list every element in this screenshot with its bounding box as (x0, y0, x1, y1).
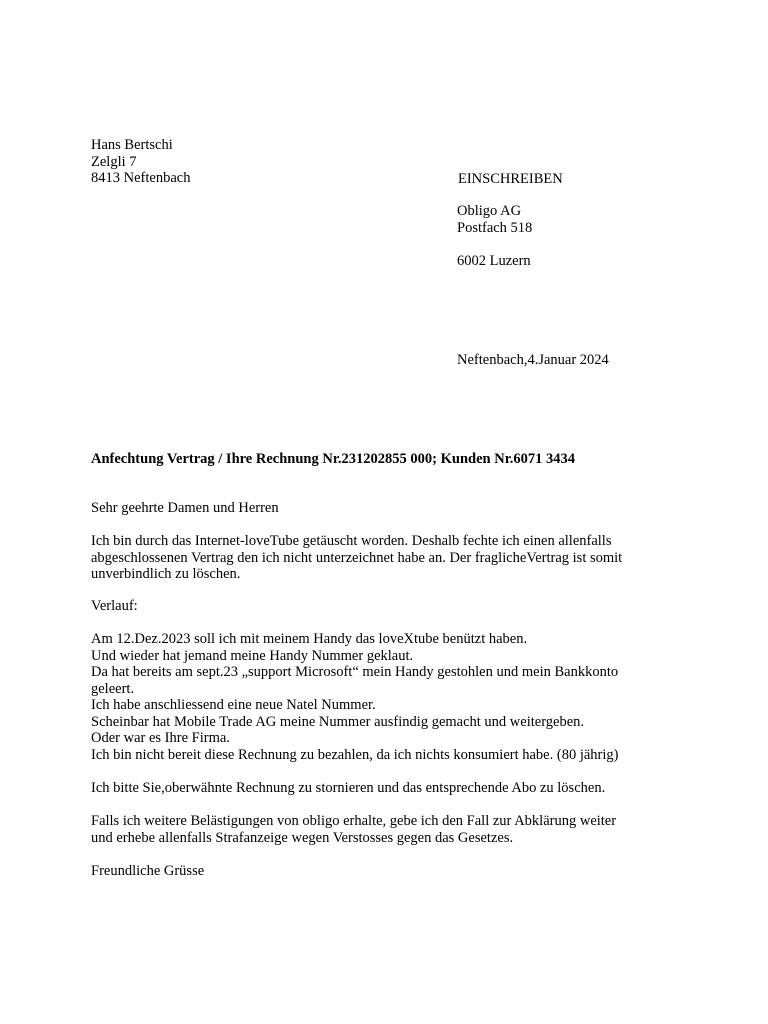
verlauf-line: Ich bin nicht bereit diese Rechnung zu bezahlen, da ich nichts konsumiert habe. (80 jährig) (91, 746, 619, 763)
warning-paragraph (91, 813, 616, 846)
verlauf-paragraph (91, 631, 618, 763)
warning-line: und erhebe allenfalls Strafanzeige wegen Verstosses gegen das Gesetzes. (91, 829, 514, 846)
request-paragraph: Ich bitte Sie,oberwähnte Rechnung zu stornieren und das entsprechende Abo zu löschen. (91, 780, 606, 796)
verlauf-line: Oder war es Ihre Firma. (91, 730, 230, 746)
verlauf-line: Scheinbar hat Mobile Trade AG meine Nummer ausfindig gemacht und weitergeben. (91, 713, 585, 730)
mail-type: EINSCHREIBEN (458, 171, 563, 187)
verlauf-heading: Verlauf: (91, 598, 138, 614)
subject-line: Anfechtung Vertrag / Ihre Rechnung Nr.231202855 000; Kunden Nr.6071 3434 (91, 451, 576, 467)
intro-line: unverbindlich zu löschen. (91, 566, 241, 582)
sender-name: Hans Bertschi (91, 137, 173, 153)
place-date: Neftenbach,4.Januar 2024 (457, 352, 609, 368)
intro-line: Ich bin durch das Internet-loveTube getäuscht worden. Deshalb fechte ich einen allenfalls (91, 533, 612, 549)
sender-city: 8413 Neftenbach (91, 170, 191, 186)
sender-address (91, 137, 190, 187)
intro-line: abgeschlossenen Vertrag den ich nicht unterzeichnet habe an. Der fraglicheVertrag ist somit (91, 549, 623, 566)
intro-paragraph (91, 533, 622, 583)
closing: Freundliche Grüsse (91, 863, 205, 879)
recipient-address (457, 203, 532, 236)
recipient-po-box: Postfach 518 (457, 219, 533, 236)
verlauf-line: geleert. (91, 680, 135, 697)
verlauf-line: Am 12.Dez.2023 soll ich mit meinem Handy das loveXtube benützt haben. (91, 631, 528, 647)
verlauf-line: Da hat bereits am sept.23 „support Microsoft“ mein Handy gestohlen und mein Bankkonto (91, 664, 619, 680)
verlauf-line: Ich habe anschliessend eine neue Natel Nummer. (91, 697, 376, 713)
sender-street: Zelgli 7 (91, 153, 137, 170)
verlauf-line: Und wieder hat jemand meine Handy Nummer geklaut. (91, 647, 414, 664)
recipient-city: 6002 Luzern (457, 253, 531, 269)
recipient-company: Obligo AG (457, 203, 522, 219)
salutation: Sehr geehrte Damen und Herren (91, 500, 279, 516)
warning-line: Falls ich weitere Belästigungen von obligo erhalte, gebe ich den Fall zur Abklärung weiter (91, 813, 617, 829)
